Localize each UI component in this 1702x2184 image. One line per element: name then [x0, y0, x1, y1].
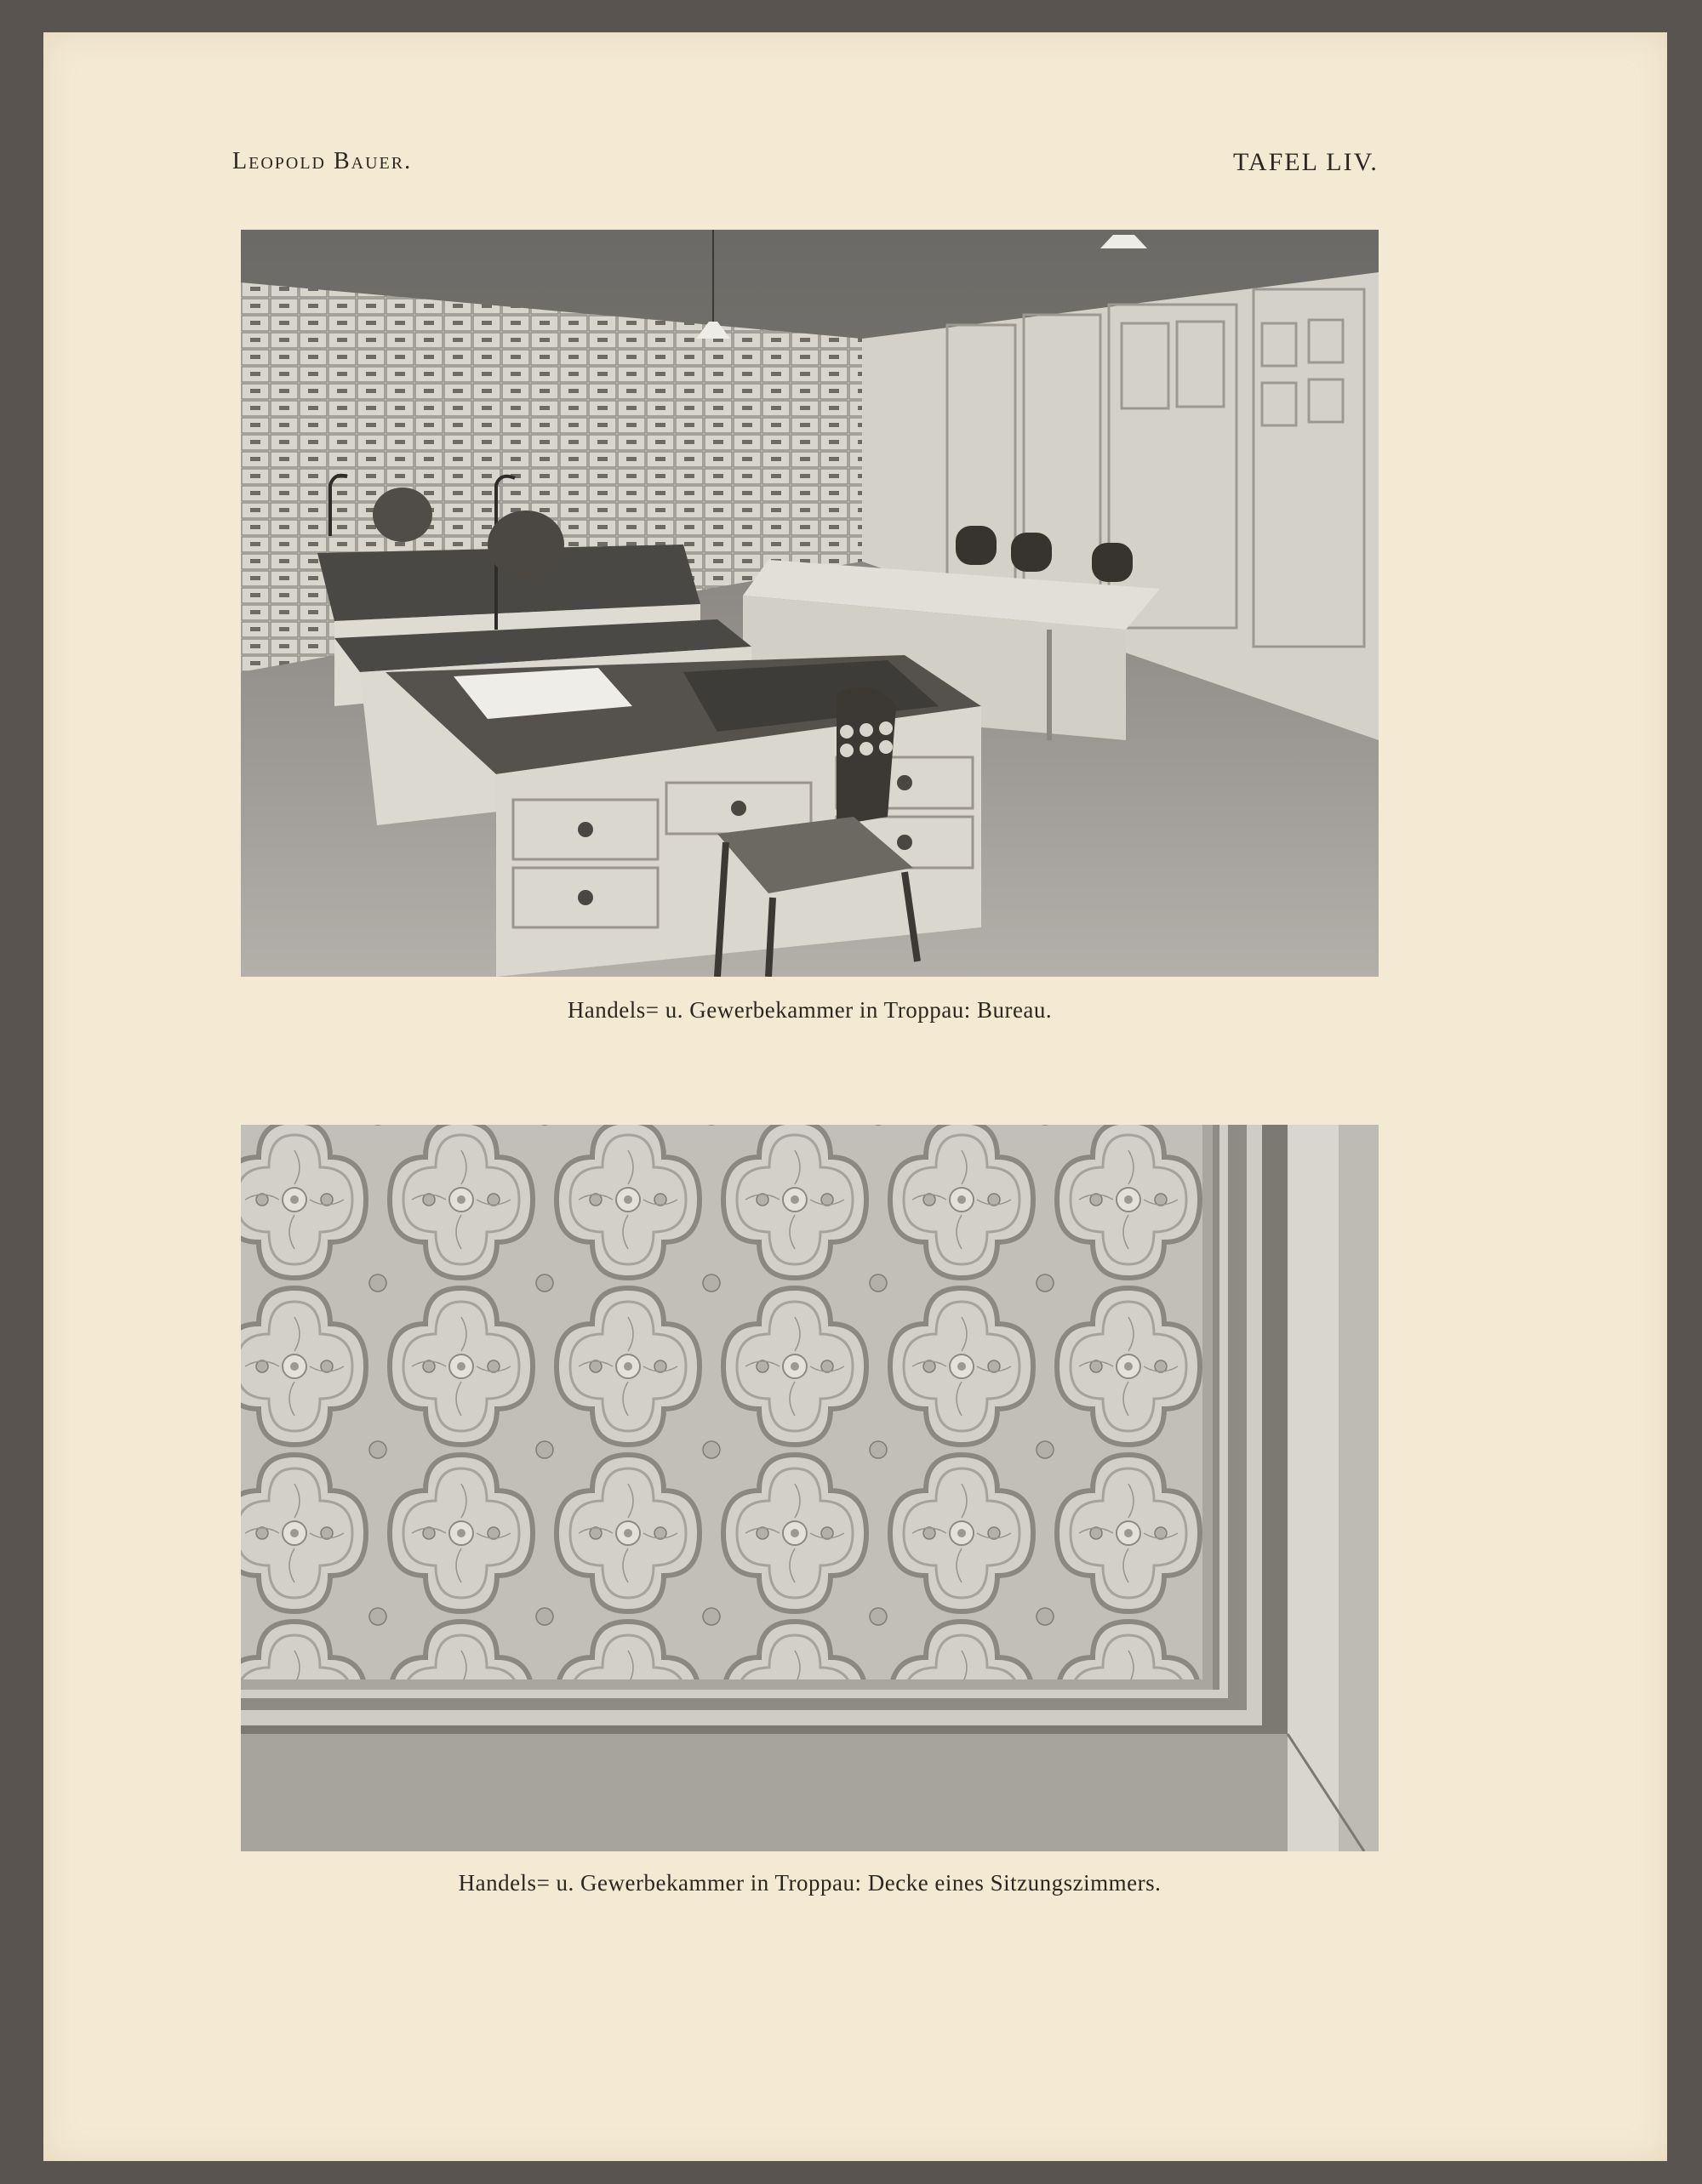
bureau-photograph [241, 230, 1379, 977]
author-header: Leopold Bauer. [232, 148, 413, 174]
ceiling-photograph [241, 1125, 1379, 1851]
bureau-caption: Handels= u. Gewerbekammer in Troppau: Bureau. [567, 997, 1053, 1023]
ceiling-caption: Handels= u. Gewerbekammer in Troppau: Decke eines Sitzungszimmers. [458, 1870, 1162, 1896]
document-page [43, 32, 1667, 2161]
plate-number-header: TAFEL LIV. [1233, 148, 1379, 176]
